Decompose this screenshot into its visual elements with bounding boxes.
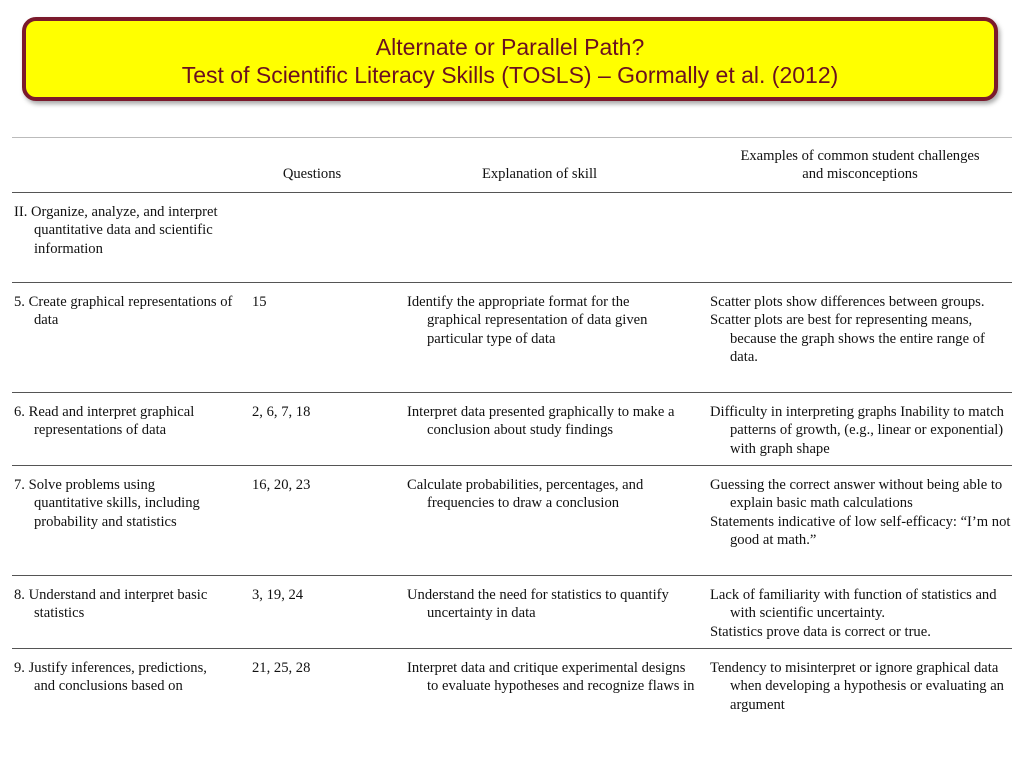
example-item: Difficulty in interpreting graphs Inability to match patterns of growth, (e.g., linear or exponential) with graph shape <box>710 404 1004 457</box>
example-item: Scatter plots are best for representing means, because the graph shows the entire range of data. <box>710 312 985 365</box>
slide-title-box <box>22 17 998 101</box>
header-questions: Questions <box>282 166 342 182</box>
table-row <box>12 649 1012 719</box>
example-item: Statements indicative of low self-efficacy: “I’m not good at math.” <box>710 513 1011 548</box>
skill-cell: 7. Solve problems using quantitative skills, including probability and statistics <box>14 477 200 530</box>
skill-cell: 5. Create graphical representations of data <box>14 294 233 329</box>
questions-cell: 2, 6, 7, 18 <box>252 404 311 420</box>
skill-cell: 6. Read and interpret graphical representations of data <box>14 404 195 439</box>
questions-cell: 16, 20, 23 <box>252 477 311 493</box>
questions-cell: 21, 25, 28 <box>252 660 311 676</box>
explanation-cell: Identify the appropriate format for the graphical representation of data given particular type of data <box>407 294 648 347</box>
table-header-row <box>12 137 1012 193</box>
table-row <box>12 283 1012 393</box>
examples-cell <box>710 476 1015 549</box>
slide-title: Alternate or Parallel Path? <box>375 34 645 60</box>
table-row <box>12 466 1012 576</box>
example-item: Statistics prove data is correct or true. <box>710 623 931 640</box>
examples-cell <box>710 293 1015 366</box>
examples-cell <box>710 403 1015 458</box>
explanation-cell: Understand the need for statistics to quantify uncertainty in data <box>407 587 669 622</box>
table-row <box>12 576 1012 649</box>
explanation-cell: Interpret data presented graphically to make a conclusion about study findings <box>407 404 675 439</box>
header-examples <box>712 147 1008 184</box>
skill-cell: 8. Understand and interpret basic statistics <box>14 587 208 622</box>
header-examples-line2: and misconceptions <box>802 166 918 183</box>
example-item: Tendency to misinterpret or ignore graphical data when developing a hypothesis or evaluating an argument <box>710 660 1004 713</box>
explanation-cell: Interpret data and critique experimental designs to evaluate hypotheses and recognize flaws in <box>407 660 695 695</box>
skill-cell: 9. Justify inferences, predictions, and conclusions based on <box>14 660 207 695</box>
example-item: Scatter plots show differences between groups. <box>710 294 985 310</box>
header-explanation: Explanation of skill <box>481 166 598 182</box>
explanation-cell: Calculate probabilities, percentages, and frequencies to draw a conclusion <box>407 477 644 512</box>
questions-cell: 15 <box>252 294 267 310</box>
section-label: II. Organize, analyze, and interpret quantitative data and scientific information <box>14 204 218 257</box>
examples-cell <box>710 586 1015 641</box>
examples-cell <box>710 659 1015 714</box>
example-item: Lack of familiarity with function of statistics and with scientific uncertainty. <box>710 587 997 622</box>
header-examples-line1: Examples of common student challenges <box>740 148 980 164</box>
slide-subtitle: Test of Scientific Literacy Skills (TOSLS) – Gormally et al. (2012) <box>181 62 839 88</box>
example-item: Guessing the correct answer without being able to explain basic math calculations <box>710 477 1003 512</box>
table-row <box>12 393 1012 466</box>
questions-cell: 3, 19, 24 <box>252 587 304 603</box>
section-row <box>12 193 1012 283</box>
